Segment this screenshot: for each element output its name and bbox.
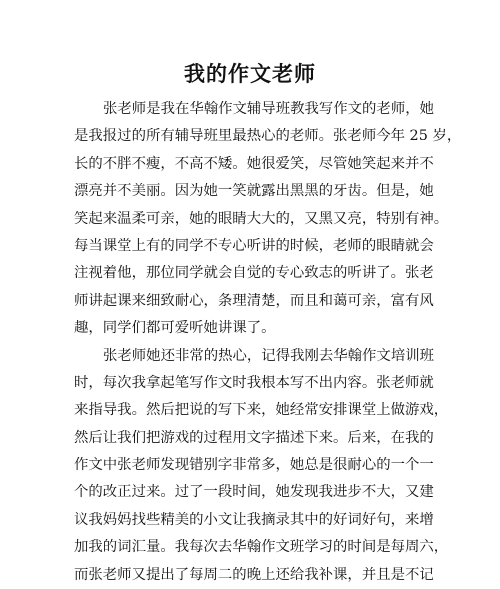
text-line: 而张老师又提出了每周二的晚上还给我补课，并且是不记 bbox=[74, 566, 434, 583]
text-line: 长的不胖不瘦，不高不矮。她很爱笑，尽管她笑起来并不 bbox=[74, 155, 434, 172]
text-line: 作文中张老师发现错别字非常多，她总是很耐心的一个一 bbox=[74, 457, 434, 474]
text-line: 然后让我们把游戏的过程用文字描述下来。后来，在我的 bbox=[74, 429, 434, 446]
text-line: 趣，同学们都可爱听她讲课了。 bbox=[74, 320, 276, 337]
text-line: 个的改正过来。过了一段时间，她发现我进步不大，又建 bbox=[74, 484, 434, 501]
text-line: 来指导我。然后把说的写下来，她经常安排课堂上做游戏， bbox=[74, 402, 449, 419]
page-title: 我的作文老师 bbox=[184, 61, 316, 86]
text-line: 时，每次我拿起笔写作文时我根本写不出内容。张老师就 bbox=[74, 374, 434, 391]
text-line: 注视着他，那位同学就会自觉的专心致志的听讲了。张老 bbox=[74, 265, 434, 282]
text-line: 加我的词汇量。我每次去华翰作文班学习的时间是每周六， bbox=[74, 539, 449, 556]
text-line: 张老师她还非常的热心，记得我刚去华翰作文培训班 bbox=[103, 347, 434, 364]
text-line: 每当课堂上有的同学不专心听讲的时候，老师的眼睛就会 bbox=[74, 237, 434, 254]
text-line: 议我妈妈找些精美的小文让我摘录其中的好词好句，来增 bbox=[74, 511, 434, 528]
text-line: 漂亮并不美丽。因为她一笑就露出黑黑的牙齿。但是，她 bbox=[74, 183, 434, 200]
text-line: 张老师是我在华翰作文辅导班教我写作文的老师，她 bbox=[103, 101, 434, 117]
text-line: 师讲起课来细致耐心，条理清楚，而且和蔼可亲，富有风 bbox=[74, 292, 434, 309]
text-line: 是我报过的所有辅导班里最热心的老师。张老师今年 25 岁， bbox=[74, 128, 462, 145]
article-body bbox=[74, 96, 462, 589]
text-line: 笑起来温柔可亲，她的眼睛大大的，又黑又亮，特别有神。 bbox=[74, 210, 449, 227]
